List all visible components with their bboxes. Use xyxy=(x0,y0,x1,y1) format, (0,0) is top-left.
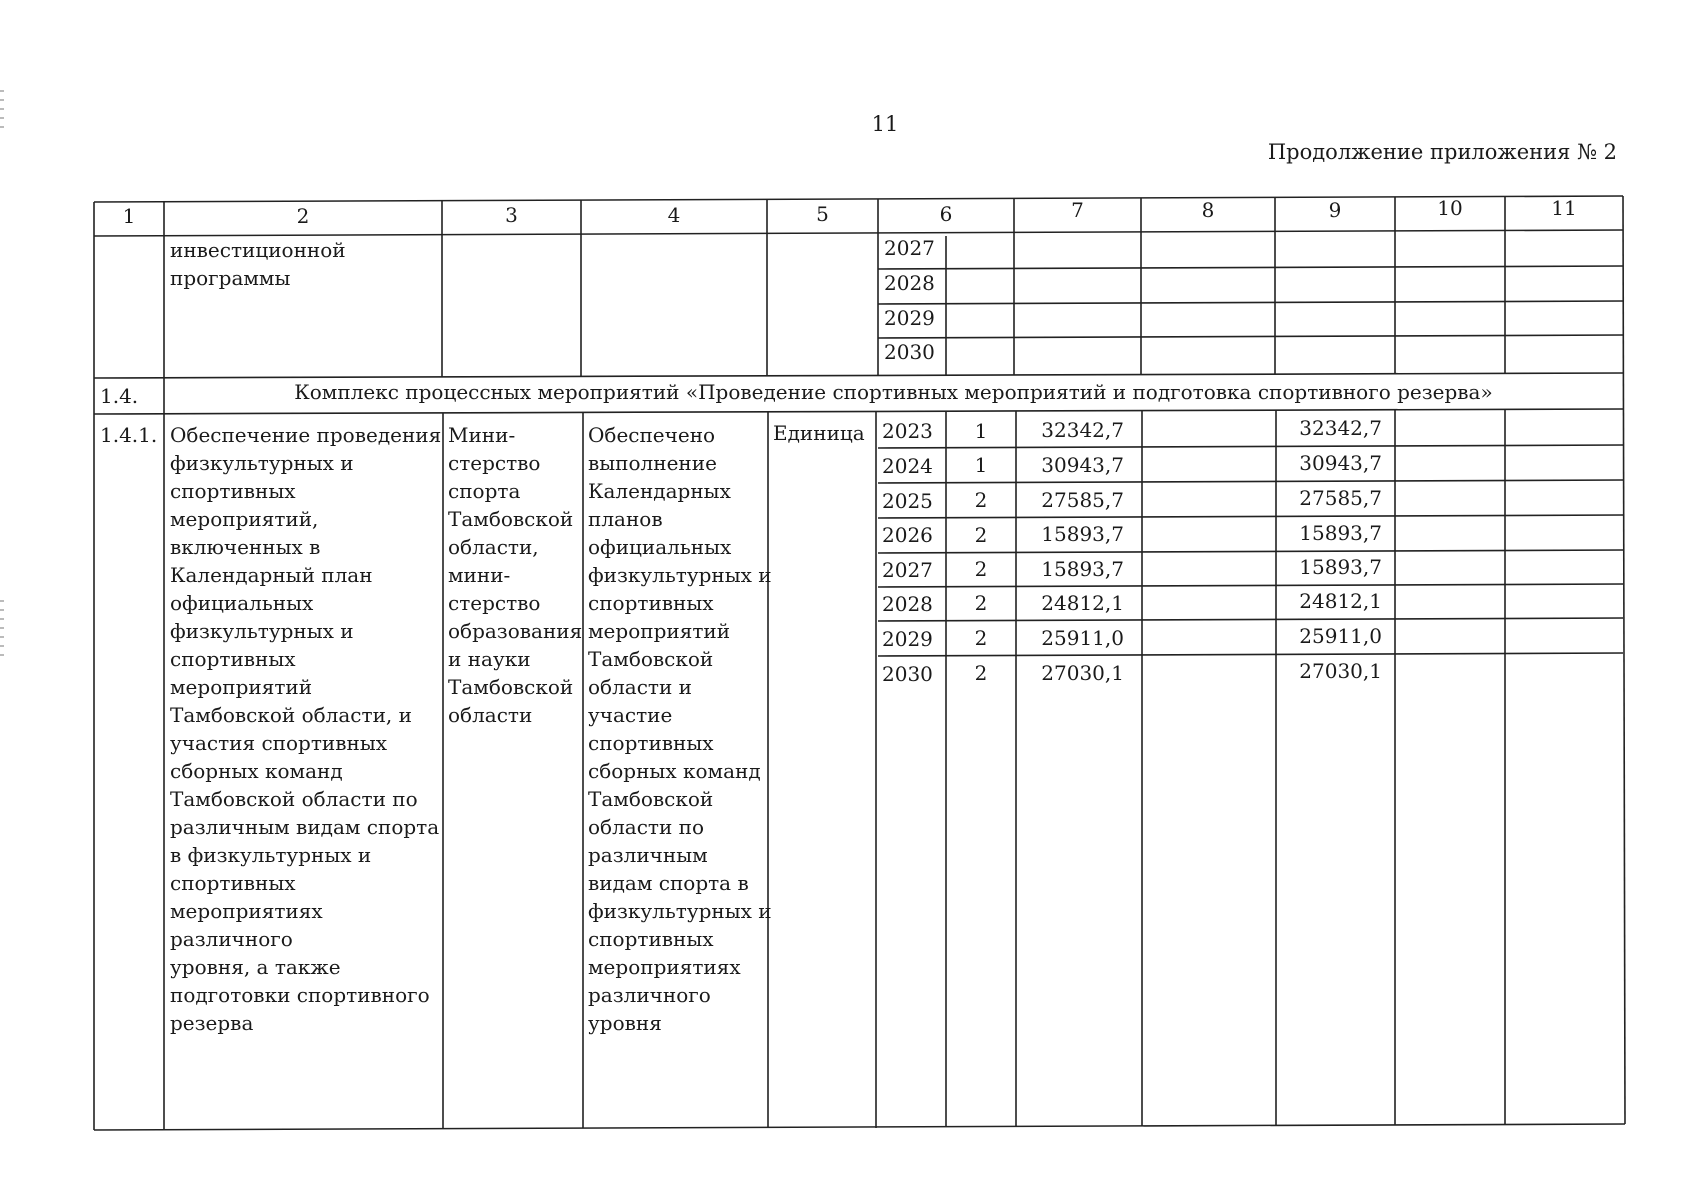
item-result-line: Тамбовской xyxy=(588,787,714,811)
header-col-10: 10 xyxy=(1437,196,1463,220)
item-number: 1.4.1. xyxy=(100,423,158,447)
item-responsible xyxy=(448,421,582,729)
row-year: 2027 xyxy=(882,558,933,582)
row-value: 2 xyxy=(974,626,988,650)
item-result-line: уровня xyxy=(588,1011,662,1035)
cont-year-2028: 2028 xyxy=(884,271,935,295)
item-result-line: Обеспечено xyxy=(588,423,716,447)
item-responsible-line: Мини- xyxy=(448,423,516,447)
item-result-line: сборных команд xyxy=(588,759,761,783)
item-result-line: мероприятиях xyxy=(588,955,741,979)
item-responsible-line: Тамбовской xyxy=(448,675,574,699)
row-col9: 30943,7 xyxy=(1299,451,1382,475)
row-value: 1 xyxy=(974,419,988,443)
item-result-line: физкультурных и xyxy=(588,899,772,923)
row-year: 2030 xyxy=(882,662,933,686)
cont-col2-line: инвестиционной xyxy=(170,238,346,262)
item-result-line: физкультурных и xyxy=(588,563,772,587)
item-description-line: официальных xyxy=(170,591,314,615)
item-description-line: уровня, а также xyxy=(170,955,341,979)
item-result-line: спортивных xyxy=(588,591,714,615)
header-col-5: 5 xyxy=(816,202,829,226)
item-description-line: Календарный план xyxy=(170,563,373,587)
row-col7: 15893,7 xyxy=(1041,522,1124,546)
cont-year-2027: 2027 xyxy=(884,236,935,260)
item-description-line: спортивных мероприятий, xyxy=(170,479,319,531)
item-description-line: подготовки спортивного xyxy=(170,983,430,1007)
item-result-line: видам спорта в xyxy=(588,871,749,895)
item-result-line: мероприятий xyxy=(588,619,731,643)
cont-col2-line: программы xyxy=(170,266,291,290)
item-description-line: физкультурных и xyxy=(170,619,354,643)
page-number: 11 xyxy=(871,112,899,136)
row-value: 2 xyxy=(974,661,988,685)
cont-year-2030: 2030 xyxy=(884,340,935,364)
row-year: 2026 xyxy=(882,523,933,547)
row-col9: 15893,7 xyxy=(1299,521,1382,545)
item-responsible-line: образования xyxy=(448,619,583,643)
item-description-line: в физкультурных и xyxy=(170,843,372,867)
item-description-line: Обеспечение проведения xyxy=(170,423,442,447)
item-responsible-line: области xyxy=(448,703,533,727)
item-description-line: различным видам спорта xyxy=(170,815,440,839)
header-col-8: 8 xyxy=(1201,198,1215,222)
header-col-11: 11 xyxy=(1551,196,1577,220)
cont-col2-text xyxy=(170,236,440,292)
row-col9: 27585,7 xyxy=(1299,486,1382,510)
item-description xyxy=(170,421,442,1037)
row-col7: 32342,7 xyxy=(1041,418,1124,442)
item-result-line: спортивных xyxy=(588,927,714,951)
row-col9: 27030,1 xyxy=(1299,659,1382,683)
item-responsible-line: спорта xyxy=(448,479,521,503)
item-responsible-line: стерство xyxy=(448,451,541,475)
item-result-line: участие xyxy=(588,703,673,727)
header-col-1: 1 xyxy=(122,204,136,228)
row-value: 2 xyxy=(974,557,988,581)
item-description-line: Тамбовской области по xyxy=(170,787,418,811)
row-col7: 27585,7 xyxy=(1041,488,1124,512)
row-value: 2 xyxy=(974,523,988,547)
item-result-line: области по xyxy=(588,815,705,839)
item-description-line: участия спортивных xyxy=(170,731,388,755)
row-col7: 24812,1 xyxy=(1041,591,1124,615)
item-description-line: включенных в xyxy=(170,535,321,559)
item-result-line: планов xyxy=(588,507,663,531)
row-value: 2 xyxy=(974,488,988,512)
item-result-line: различным xyxy=(588,843,708,867)
row-col7: 30943,7 xyxy=(1041,453,1124,477)
header-col-2: 2 xyxy=(296,204,310,228)
item-result-line: спортивных xyxy=(588,731,714,755)
row-col9: 24812,1 xyxy=(1299,589,1382,613)
item-description-line: физкультурных и xyxy=(170,451,354,475)
item-result-line: выполнение xyxy=(588,451,717,475)
appendix-note: Продолжение приложения № 2 xyxy=(1267,140,1617,164)
row-col9: 25911,0 xyxy=(1299,624,1382,648)
item-result-line: Тамбовской xyxy=(588,647,714,671)
row-value: 1 xyxy=(974,453,988,477)
item-description-line: резерва xyxy=(170,1011,254,1035)
row-year: 2029 xyxy=(882,627,933,651)
item-unit: Единица xyxy=(773,421,865,445)
row-col7: 15893,7 xyxy=(1041,557,1124,581)
row-year: 2023 xyxy=(882,419,933,443)
item-responsible-line: стерство xyxy=(448,591,541,615)
item-result xyxy=(588,421,772,1037)
item-result-line: Календарных xyxy=(588,479,731,503)
item-description-line: спортивных мероприятий xyxy=(170,647,313,699)
header-col-3: 3 xyxy=(505,203,518,227)
item-description-line: мероприятиях различного xyxy=(170,899,323,951)
header-col-4: 4 xyxy=(667,203,681,227)
item-description-line: спортивных xyxy=(170,871,296,895)
header-col-9: 9 xyxy=(1328,198,1342,222)
row-year: 2028 xyxy=(882,592,933,616)
row-col7: 25911,0 xyxy=(1041,626,1124,650)
row-col9: 15893,7 xyxy=(1299,555,1382,579)
row-col9: 32342,7 xyxy=(1299,416,1382,440)
item-description-line: Тамбовской области, и xyxy=(170,703,412,727)
item-responsible-line: области, xyxy=(448,535,539,559)
item-description-line: сборных команд xyxy=(170,759,343,783)
item-responsible-line: и науки xyxy=(448,647,531,671)
item-responsible-line: Тамбовской xyxy=(448,507,574,531)
header-col-7: 7 xyxy=(1071,198,1084,222)
row-value: 2 xyxy=(974,591,988,615)
row-year: 2024 xyxy=(882,454,933,478)
item-result-line: различного xyxy=(588,983,711,1007)
header-col-6: 6 xyxy=(939,202,953,226)
item-result-line: официальных xyxy=(588,535,732,559)
row-col7: 27030,1 xyxy=(1041,661,1124,685)
section-title: Комплекс процессных мероприятий «Проведение спортивных мероприятий и подготовка спортивного резерва» xyxy=(294,380,1493,404)
item-responsible-line: мини- xyxy=(448,563,511,587)
section-number: 1.4. xyxy=(100,384,139,408)
row-year: 2025 xyxy=(882,489,933,513)
cont-year-2029: 2029 xyxy=(884,306,935,330)
item-result-line: области и xyxy=(588,675,692,699)
